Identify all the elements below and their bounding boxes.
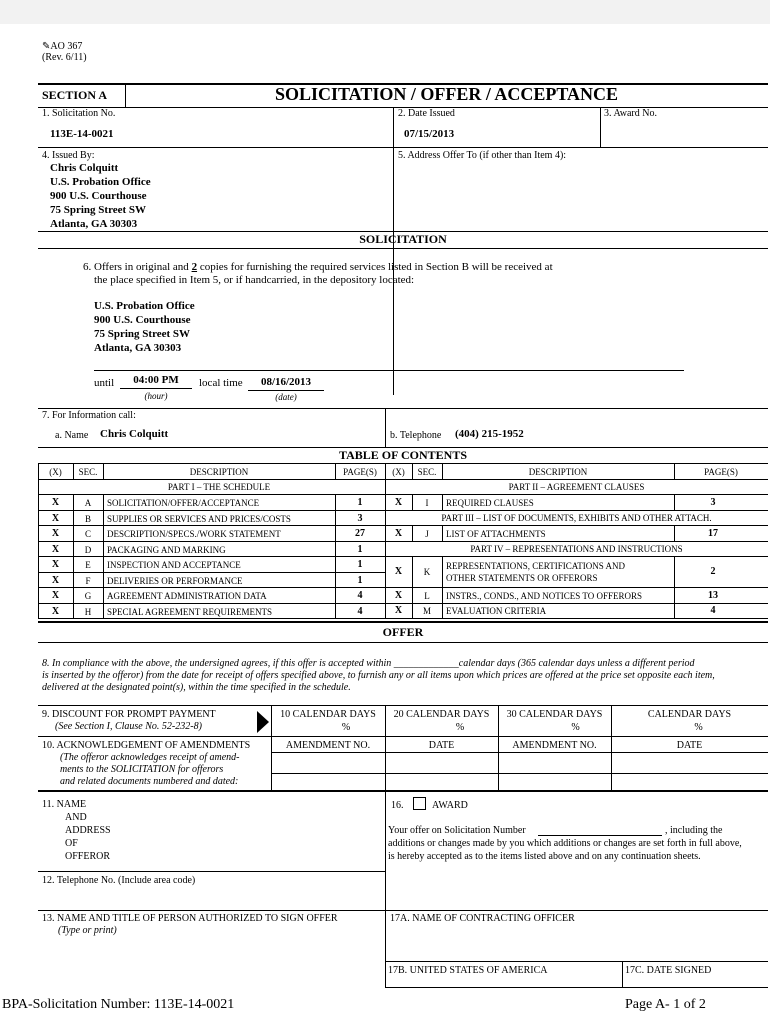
rule <box>103 463 104 479</box>
toc-row-desc: AGREEMENT ADMINISTRATION DATA <box>107 591 267 601</box>
issuer-street: 75 Spring Street SW <box>50 204 147 216</box>
discount-10-pct: % <box>341 722 351 733</box>
rule <box>38 510 768 511</box>
toc-j-desc: LIST OF ATTACHMENTS <box>446 529 546 539</box>
rule <box>674 463 675 479</box>
rule <box>442 525 443 541</box>
toc-k-sec: K <box>423 567 431 577</box>
toc-row-desc: SOLICITATION/OFFER/ACCEPTANCE <box>107 498 260 508</box>
rule <box>335 494 336 618</box>
toc-row-mark: X <box>51 544 60 555</box>
toc-row-pages: 1 <box>357 497 363 508</box>
issuer-office: U.S. Probation Office <box>50 176 151 188</box>
item13-sub: (Type or print) <box>58 925 117 936</box>
toc-part2: PART II – AGREEMENT CLAUSES <box>508 482 645 492</box>
toc-row-sec: A <box>84 498 92 508</box>
discount-other-pct: % <box>694 722 703 733</box>
rule <box>38 587 768 588</box>
item13-label: 13. NAME AND TITLE OF PERSON AUTHORIZED TO SIGN OFFER <box>42 913 338 924</box>
rule <box>38 736 768 737</box>
form-revision: (Rev. 6/11) <box>42 52 87 63</box>
telephone-label: b. Telephone <box>390 430 442 441</box>
rule <box>38 603 768 604</box>
discount-20-pct: % <box>455 722 465 733</box>
solicitation-number: 113E-14-0021 <box>50 128 114 140</box>
rule <box>412 463 413 479</box>
solicitation-heading: SOLICITATION <box>359 232 447 246</box>
until-label: until <box>94 377 115 389</box>
footer-solicitation-number: BPA-Solicitation Number: 113E-14-0021 <box>2 997 235 1012</box>
item11-of: OF <box>65 838 78 849</box>
item10-sub3: and related documents numbered and dated: <box>60 776 239 787</box>
rule <box>38 248 768 249</box>
rule <box>38 463 768 464</box>
rule <box>38 479 768 480</box>
rule <box>271 736 272 790</box>
toc-l-mark: X <box>394 590 403 601</box>
item1-label: 1. Solicitation No. <box>42 108 116 119</box>
item2-label: 2. Date Issued <box>398 108 455 119</box>
toc-row-mark: X <box>51 497 60 508</box>
toc-row-mark: X <box>51 606 60 617</box>
toc-row-mark: X <box>51 528 60 539</box>
toc-row-pages: 1 <box>357 575 363 586</box>
toc-row-pages: 27 <box>355 528 365 539</box>
depository-office: U.S. Probation Office <box>94 300 195 312</box>
toc-part1: PART I – THE SCHEDULE <box>167 482 271 492</box>
offer-heading: OFFER <box>382 625 424 639</box>
item16-number: 16. <box>391 800 404 811</box>
amendment-date-header-1: DATE <box>428 740 455 751</box>
item16-award-label: AWARD <box>432 800 468 811</box>
rule <box>385 961 768 962</box>
item17a-label: 17A. NAME OF CONTRACTING OFFICER <box>390 913 575 924</box>
award-text-2: additions or changes made by you which additions or changes are set forth in full above, <box>388 838 742 849</box>
date-label: (date) <box>275 392 297 402</box>
item11-and: AND <box>65 812 87 823</box>
rule <box>38 541 768 542</box>
rule <box>38 147 768 148</box>
rule <box>335 463 336 479</box>
discount-other-days: CALENDAR DAYS <box>647 709 732 720</box>
deadline-hour: 04:00 PM <box>133 374 179 386</box>
item9-label: 9. DISCOUNT FOR PROMPT PAYMENT <box>42 709 216 720</box>
rule <box>442 494 443 510</box>
issuer-name: Chris Colquitt <box>50 162 119 174</box>
top-band <box>0 0 770 24</box>
pencil-icon: ✎ <box>42 41 51 52</box>
award-text-3: is hereby accepted as to the items listed above and on any continuation sheets. <box>388 851 701 862</box>
section-label: SECTION A <box>42 88 108 102</box>
discount-30-pct: % <box>571 722 580 733</box>
rule <box>38 494 768 495</box>
toc-m-desc: EVALUATION CRITERIA <box>446 606 547 616</box>
toc-i-sec: I <box>425 498 429 508</box>
toc-header-desc: DESCRIPTION <box>189 467 249 477</box>
rule <box>38 572 385 573</box>
issuer-city: Atlanta, GA 30303 <box>50 218 138 230</box>
hour-label: (hour) <box>144 391 168 401</box>
amendment-date-header-2: DATE <box>676 740 703 751</box>
toc-row-pages: 4 <box>357 606 363 617</box>
local-time-label: local time <box>199 377 243 389</box>
rule <box>38 642 768 643</box>
item5-label: 5. Address Offer To (if other than Item 4): <box>398 150 567 161</box>
rule <box>38 910 768 911</box>
contact-name: Chris Colquitt <box>100 428 169 440</box>
solicitation-number-blank[interactable] <box>538 835 662 836</box>
item17b-label: 17B. UNITED STATES OF AMERICA <box>388 965 548 976</box>
rule <box>103 494 104 618</box>
toc-row-sec: B <box>84 514 91 524</box>
discount-10-days: 10 CALENDAR DAYS <box>280 709 376 720</box>
toc-m-mark: X <box>394 605 403 616</box>
toc-row-mark: X <box>51 513 60 524</box>
toc-row-desc: DESCRIPTION/SPECS./WORK STATEMENT <box>107 529 281 539</box>
toc-part3: PART III – LIST OF DOCUMENTS, EXHIBITS AND OTHER ATTACH. <box>441 513 712 523</box>
toc-k-pages: 2 <box>710 566 716 577</box>
rule <box>73 463 74 479</box>
depository-street: 75 Spring Street SW <box>94 328 191 340</box>
deadline-date: 08/16/2013 <box>260 376 312 388</box>
contact-telephone: (404) 215-1952 <box>455 428 524 440</box>
toc-l-sec: L <box>424 591 430 601</box>
rule <box>498 736 499 790</box>
item9-sub: (See Section I, Clause No. 52-232-8) <box>55 721 202 732</box>
item10-label: 10. ACKNOWLEDGEMENT OF AMENDMENTS <box>42 740 251 751</box>
rule <box>385 987 768 988</box>
rule <box>442 463 443 479</box>
toc-l-desc: INSTRS., CONDS., AND NOTICES TO OFFERORS <box>446 591 642 601</box>
rule <box>611 736 612 790</box>
depository-city: Atlanta, GA 30303 <box>94 342 182 354</box>
toc-row-mark: X <box>51 559 60 570</box>
toc-row-sec: G <box>84 591 92 601</box>
toc-i-desc: REQUIRED CLAUSES <box>446 498 534 508</box>
contact-name-label: a. Name <box>55 430 89 441</box>
toc-row-sec: D <box>84 545 92 555</box>
award-text-1a: Your offer on Solicitation Number <box>388 825 526 836</box>
toc-row-desc: PACKAGING AND MARKING <box>107 545 226 555</box>
toc-header-desc2: DESCRIPTION <box>528 467 588 477</box>
toc-k-desc1: REPRESENTATIONS, CERTIFICATIONS AND <box>446 561 626 571</box>
discount-20-days: 20 CALENDAR DAYS <box>393 709 490 720</box>
toc-header-sec: SEC. <box>78 467 98 477</box>
date-issued: 07/15/2013 <box>404 128 455 140</box>
toc-row-sec: C <box>84 529 91 539</box>
rule <box>38 556 768 557</box>
toc-row-mark: X <box>51 590 60 601</box>
discount-30-days: 30 CALENDAR DAYS <box>506 709 603 720</box>
rule <box>600 107 601 147</box>
item11-offeror: OFFEROR <box>65 851 111 862</box>
item3-label: 3. Award No. <box>604 108 657 119</box>
rule <box>385 408 386 447</box>
toc-row-pages: 1 <box>357 544 363 555</box>
toc-header-x: (X) <box>49 467 62 477</box>
rule <box>73 494 74 618</box>
toc-row-pages: 4 <box>357 590 363 601</box>
arrow-right-icon <box>257 711 269 733</box>
rule <box>38 705 768 706</box>
toc-row-desc: INSPECTION AND ACCEPTANCE <box>107 560 241 570</box>
toc-row-mark: X <box>51 575 60 586</box>
rule <box>248 390 324 391</box>
toc-row-pages: 3 <box>357 513 363 524</box>
rule <box>120 388 192 389</box>
item8-line1: 8. In compliance with the above, the undersigned agrees, if this offer is accepted within _____________calendar days (365 calendar days unless a different period <box>42 658 695 669</box>
rule <box>271 752 768 753</box>
toc-row-sec: F <box>85 576 91 586</box>
rule <box>94 370 684 371</box>
footer-page-number: Page A- 1 of 2 <box>625 997 706 1012</box>
toc-k-desc2: OTHER STATEMENTS OR OFFERORS <box>446 573 598 583</box>
toc-row-desc: SUPPLIES OR SERVICES AND PRICES/COSTS <box>107 514 291 524</box>
rule <box>38 463 39 618</box>
toc-header-pages2: PAGE(S) <box>704 467 738 477</box>
toc-header-sec2: SEC. <box>417 467 437 477</box>
item11-address: ADDRESS <box>65 825 111 836</box>
rule <box>622 961 623 987</box>
toc-part4: PART IV – REPRESENTATIONS AND INSTRUCTIONS <box>470 544 683 554</box>
item8-line2: is inserted by the offeror) from the date for receipt of offers specified above, to furnish any or all items upon which prices are offered at the price set opposite each item, <box>42 670 715 681</box>
item4-label: 4. Issued By: <box>42 150 95 161</box>
toc-m-pages: 4 <box>710 605 716 616</box>
toc-row-desc: DELIVERIES OR PERFORMANCE <box>107 576 243 586</box>
item17c-label: 17C. DATE SIGNED <box>625 965 712 976</box>
toc-row-sec: H <box>84 607 92 617</box>
issuer-building: 900 U.S. Courthouse <box>50 190 147 202</box>
toc-header-x2: (X) <box>392 467 405 477</box>
rule <box>38 525 768 526</box>
item7-label: 7. For Information call: <box>42 410 136 421</box>
amendment-no-header-2: AMENDMENT NO. <box>512 740 597 751</box>
toc-header-pages: PAGE(S) <box>343 467 377 477</box>
toc-i-pages: 3 <box>710 497 716 508</box>
rule <box>38 621 768 623</box>
toc-j-pages: 17 <box>708 528 718 539</box>
rule <box>38 618 768 619</box>
form-number: ✎AO 367 <box>42 41 83 52</box>
rule <box>393 107 394 395</box>
rule <box>38 408 768 409</box>
toc-l-pages: 13 <box>708 590 718 601</box>
toc-i-mark: X <box>394 497 403 508</box>
rule <box>442 556 443 618</box>
rule <box>271 773 768 774</box>
item8-line3: delivered at the designated point(s), within the time specified in the schedule. <box>42 682 351 693</box>
copies-count: 2 <box>191 261 198 273</box>
item6-line2: the place specified in Item 5, or if handcarried, in the depository located: <box>94 274 415 286</box>
award-text-1b: , including the <box>665 825 723 836</box>
toc-j-sec: J <box>425 529 429 539</box>
rule <box>385 736 386 790</box>
rule <box>385 790 386 987</box>
toc-row-sec: E <box>85 560 91 570</box>
item10-sub2: ments to the SOLICITATION for offerors <box>60 764 224 775</box>
toc-j-mark: X <box>394 528 403 539</box>
depository-building: 900 U.S. Courthouse <box>94 314 191 326</box>
toc-row-desc: SPECIAL AGREEMENT REQUIREMENTS <box>107 607 273 617</box>
rule <box>38 871 385 872</box>
toc-row-pages: 1 <box>357 559 363 570</box>
item12-label: 12. Telephone No. (Include area code) <box>42 875 196 886</box>
toc-k-mark: X <box>394 566 403 577</box>
rule <box>38 790 768 792</box>
amendment-no-header-1: AMENDMENT NO. <box>285 740 371 751</box>
toc-m-sec: M <box>422 606 431 616</box>
item6-line1: 6. Offers in original and 2 copies for furnishing the required services listed in Section B will be received at <box>83 261 553 273</box>
item11-label: 11. NAME <box>42 799 87 810</box>
toc-heading: TABLE OF CONTENTS <box>338 448 468 462</box>
page-title: SOLICITATION / OFFER / ACCEPTANCE <box>274 84 619 104</box>
item10-sub1: (The offeror acknowledges receipt of amend- <box>60 752 240 763</box>
award-checkbox[interactable] <box>413 797 426 810</box>
